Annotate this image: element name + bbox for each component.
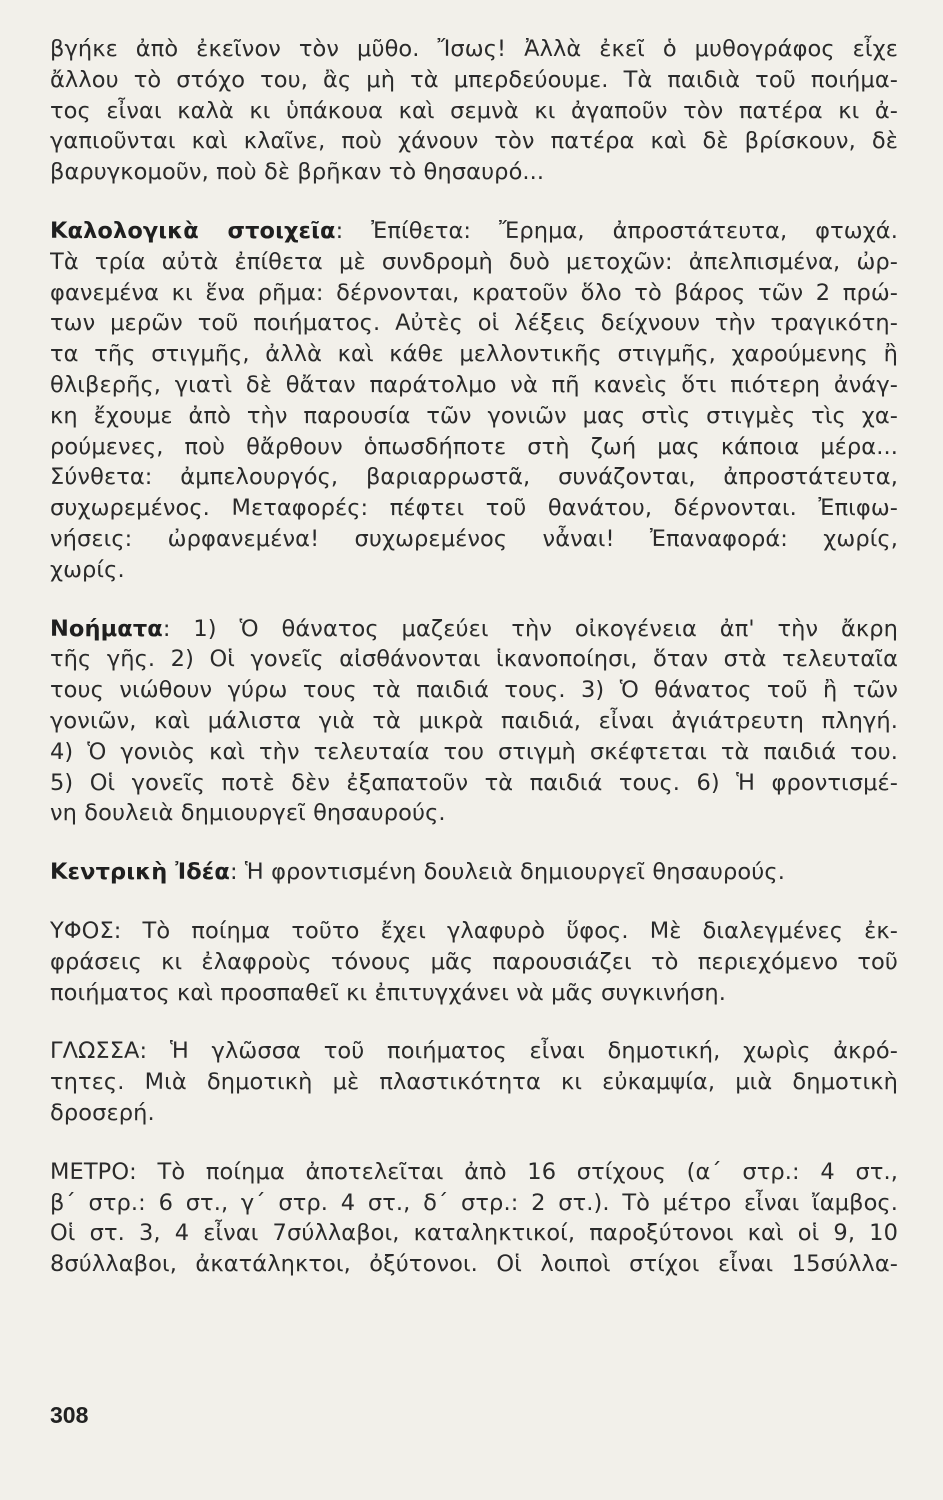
- text-line: βαρυγκομοῦν, ποὺ δὲ βρῆκαν τὸ θησαυρό...: [50, 159, 545, 186]
- yfos-first-line: [50, 916, 898, 947]
- text-line: βγήκε ἀπὸ ἐκεῖνον τὸν μῦθο. Ἴσως! Ἀλλὰ ἐκεῖ ὁ μυθογράφος εἶχε: [50, 36, 898, 62]
- text-line: Σύνθετα: ἀμπελουργός, βαριαρρωστᾶ, συνάζονται, ἀπροστάτευτα,: [50, 464, 898, 491]
- text-line: γονιῶν, καὶ μάλιστα γιὰ τὰ μικρὰ παιδιά, εἶναι ἀγιάτρευτη πληγή.: [50, 707, 898, 734]
- text-line: φανεμένα κι ἕνα ρῆμα: δέρνονται, κρατοῦν ὅλο τὸ βάρος τῶν 2 πρώ-: [50, 279, 898, 306]
- text-line: ρούμενες, ποὺ θἄρθουν ὁπωσδήποτε στὴ ζωή μας κάποια μέρα...: [50, 433, 898, 460]
- yfos-heading: ΥΦΟΣ: [50, 917, 114, 944]
- text-line: των μερῶν τοῦ ποιήματος. Αὐτὲς οἱ λέξεις δείχνουν τὴν τραγικότη-: [50, 310, 898, 337]
- kentriki-line: [50, 857, 898, 888]
- metro-heading: ΜΕΤΡΟ: [50, 1158, 130, 1185]
- text-line: τους νιώθουν γύρω τους τὰ παιδιά τους. 3) Ὁ θάνατος τοῦ ἢ τῶν: [50, 677, 898, 704]
- glossa-heading: ΓΛΩΣΣΑ: [50, 1038, 140, 1065]
- text-line: κη ἔχουμε ἀπὸ τὴν παρουσία τῶν γονιῶν μας στὶς στιγμὲς τὶς χα-: [50, 402, 898, 429]
- text-line: Οἱ στ. 3, 4 εἶναι 7σύλλαβοι, καταληκτικοί, παροξύτονοι καὶ οἱ 9, 10: [50, 1220, 898, 1247]
- text-line: ἄλλου τὸ στόχο του, ἂς μὴ τὰ μπερδεύουμε. Τὰ παιδιὰ τοῦ ποιήμα-: [50, 66, 898, 93]
- text-line: τῆς γῆς. 2) Οἱ γονεῖς αἰσθάνονται ἱκανοποίησι, ὅταν στὰ τελευταῖα: [50, 646, 898, 673]
- kalologika-heading: Καλολογικὰ στοιχεῖα: [50, 217, 336, 244]
- noimata-heading: Νοήματα: [50, 615, 163, 642]
- kalologika-first-line: [50, 216, 898, 247]
- text-line: γαπιοῦνται καὶ κλαῖνε, ποὺ χάνουν τὸν πατέρα καὶ δὲ βρίσκουν, δὲ: [50, 128, 898, 155]
- kentriki-heading: Κεντρικὴ Ἰδέα: [50, 859, 230, 886]
- text-line: συχωρεμένος. Μεταφορές: πέφτει τοῦ θανάτου, δέρνονται. Ἐπιφω-: [50, 495, 898, 522]
- noimata-first-text: : 1) Ὁ θάνατος μαζεύει τὴν οἰκογένεια ἀπ' τὴν ἄκρη: [162, 615, 898, 642]
- kalologika-first-text: : Ἐπίθετα: Ἔρημα, ἀπροστάτευτα, φτωχά.: [335, 217, 898, 244]
- page-text: [50, 34, 898, 1280]
- text-line: φράσεις κι ἐλαφροὺς τόνους μᾶς παρουσιάζει τὸ περιεχόμενο τοῦ: [50, 948, 898, 975]
- text-line: β΄ στρ.: 6 στ., γ΄ στρ. 4 στ., δ΄ στρ.: 2 στ.). Τὸ μέτρο εἶναι ἴαμβος.: [50, 1189, 898, 1216]
- yfos-first-text: : Τὸ ποίημα τοῦτο ἔχει γλαφυρὸ ὕφος. Μὲ διαλεγμένες ἐκ-: [113, 917, 898, 944]
- page-number: 308: [50, 1402, 89, 1428]
- text-line: νήσεις: ὠρφανεμένα! συχωρεμένος νἆναι! Ἐπαναφορά: χωρίς,: [50, 525, 898, 552]
- text-line: τος εἶναι καλὰ κι ὑπάκουα καὶ σεμνὰ κι ἀγαποῦν τὸν πατέρα κι ἀ-: [50, 97, 898, 124]
- text-line: τα τῆς στιγμῆς, ἀλλὰ καὶ κάθε μελλοντικῆς στιγμῆς, χαρούμενης ἢ: [50, 341, 898, 368]
- text-line: τητες. Μιὰ δημοτικὴ μὲ πλαστικότητα κι εὐκαμψία, μιὰ δημοτικὴ: [50, 1069, 898, 1096]
- metro-first-line: [50, 1157, 898, 1188]
- noimata-first-line: [50, 614, 898, 645]
- text-line: 5) Οἱ γονεῖς ποτὲ δὲν ἐξαπατοῦν τὰ παιδιά τους. 6) Ἡ φροντισμέ-: [50, 769, 898, 796]
- text-line: θλιβερῆς, γιατὶ δὲ θἄταν παράτολμο νὰ πῆ κανεὶς ὅτι πιότερη ἀνάγ-: [50, 371, 898, 398]
- glossa-first-line: [50, 1036, 898, 1067]
- text-line: δροσερή.: [50, 1099, 155, 1126]
- text-line: χωρίς.: [50, 556, 125, 583]
- glossa-first-text: : Ἡ γλῶσσα τοῦ ποιήματος εἶναι δημοτική, χωρὶς ἀκρό-: [139, 1038, 898, 1065]
- text-line: ποιήματος καὶ προσπαθεῖ κι ἐπιτυγχάνει νὰ μᾶς συγκινήση.: [50, 979, 726, 1006]
- text-line: Τὰ τρία αὐτὰ ἐπίθετα μὲ συνδρομὴ δυὸ μετοχῶν: ἀπελπισμένα, ὠρ-: [50, 248, 898, 275]
- text-line: νη δουλειὰ δημιουργεῖ θησαυρούς.: [50, 800, 446, 827]
- text-line: 4) Ὁ γονιὸς καὶ τὴν τελευταία του στιγμὴ σκέφτεται τὰ παιδιά του.: [50, 738, 898, 765]
- kentriki-text: : Ἡ φροντισμένη δουλειὰ δημιουργεῖ θησαυρούς.: [229, 859, 785, 886]
- metro-first-text: : Τὸ ποίημα ἀποτελεῖται ἀπὸ 16 στίχους (α΄ στρ.: 4 στ.,: [129, 1158, 898, 1185]
- text-line: 8σύλλαβοι, ἀκατάληκτοι, ὀξύτονοι. Οἱ λοιποὶ στίχοι εἶναι 15σύλλα-: [50, 1251, 898, 1278]
